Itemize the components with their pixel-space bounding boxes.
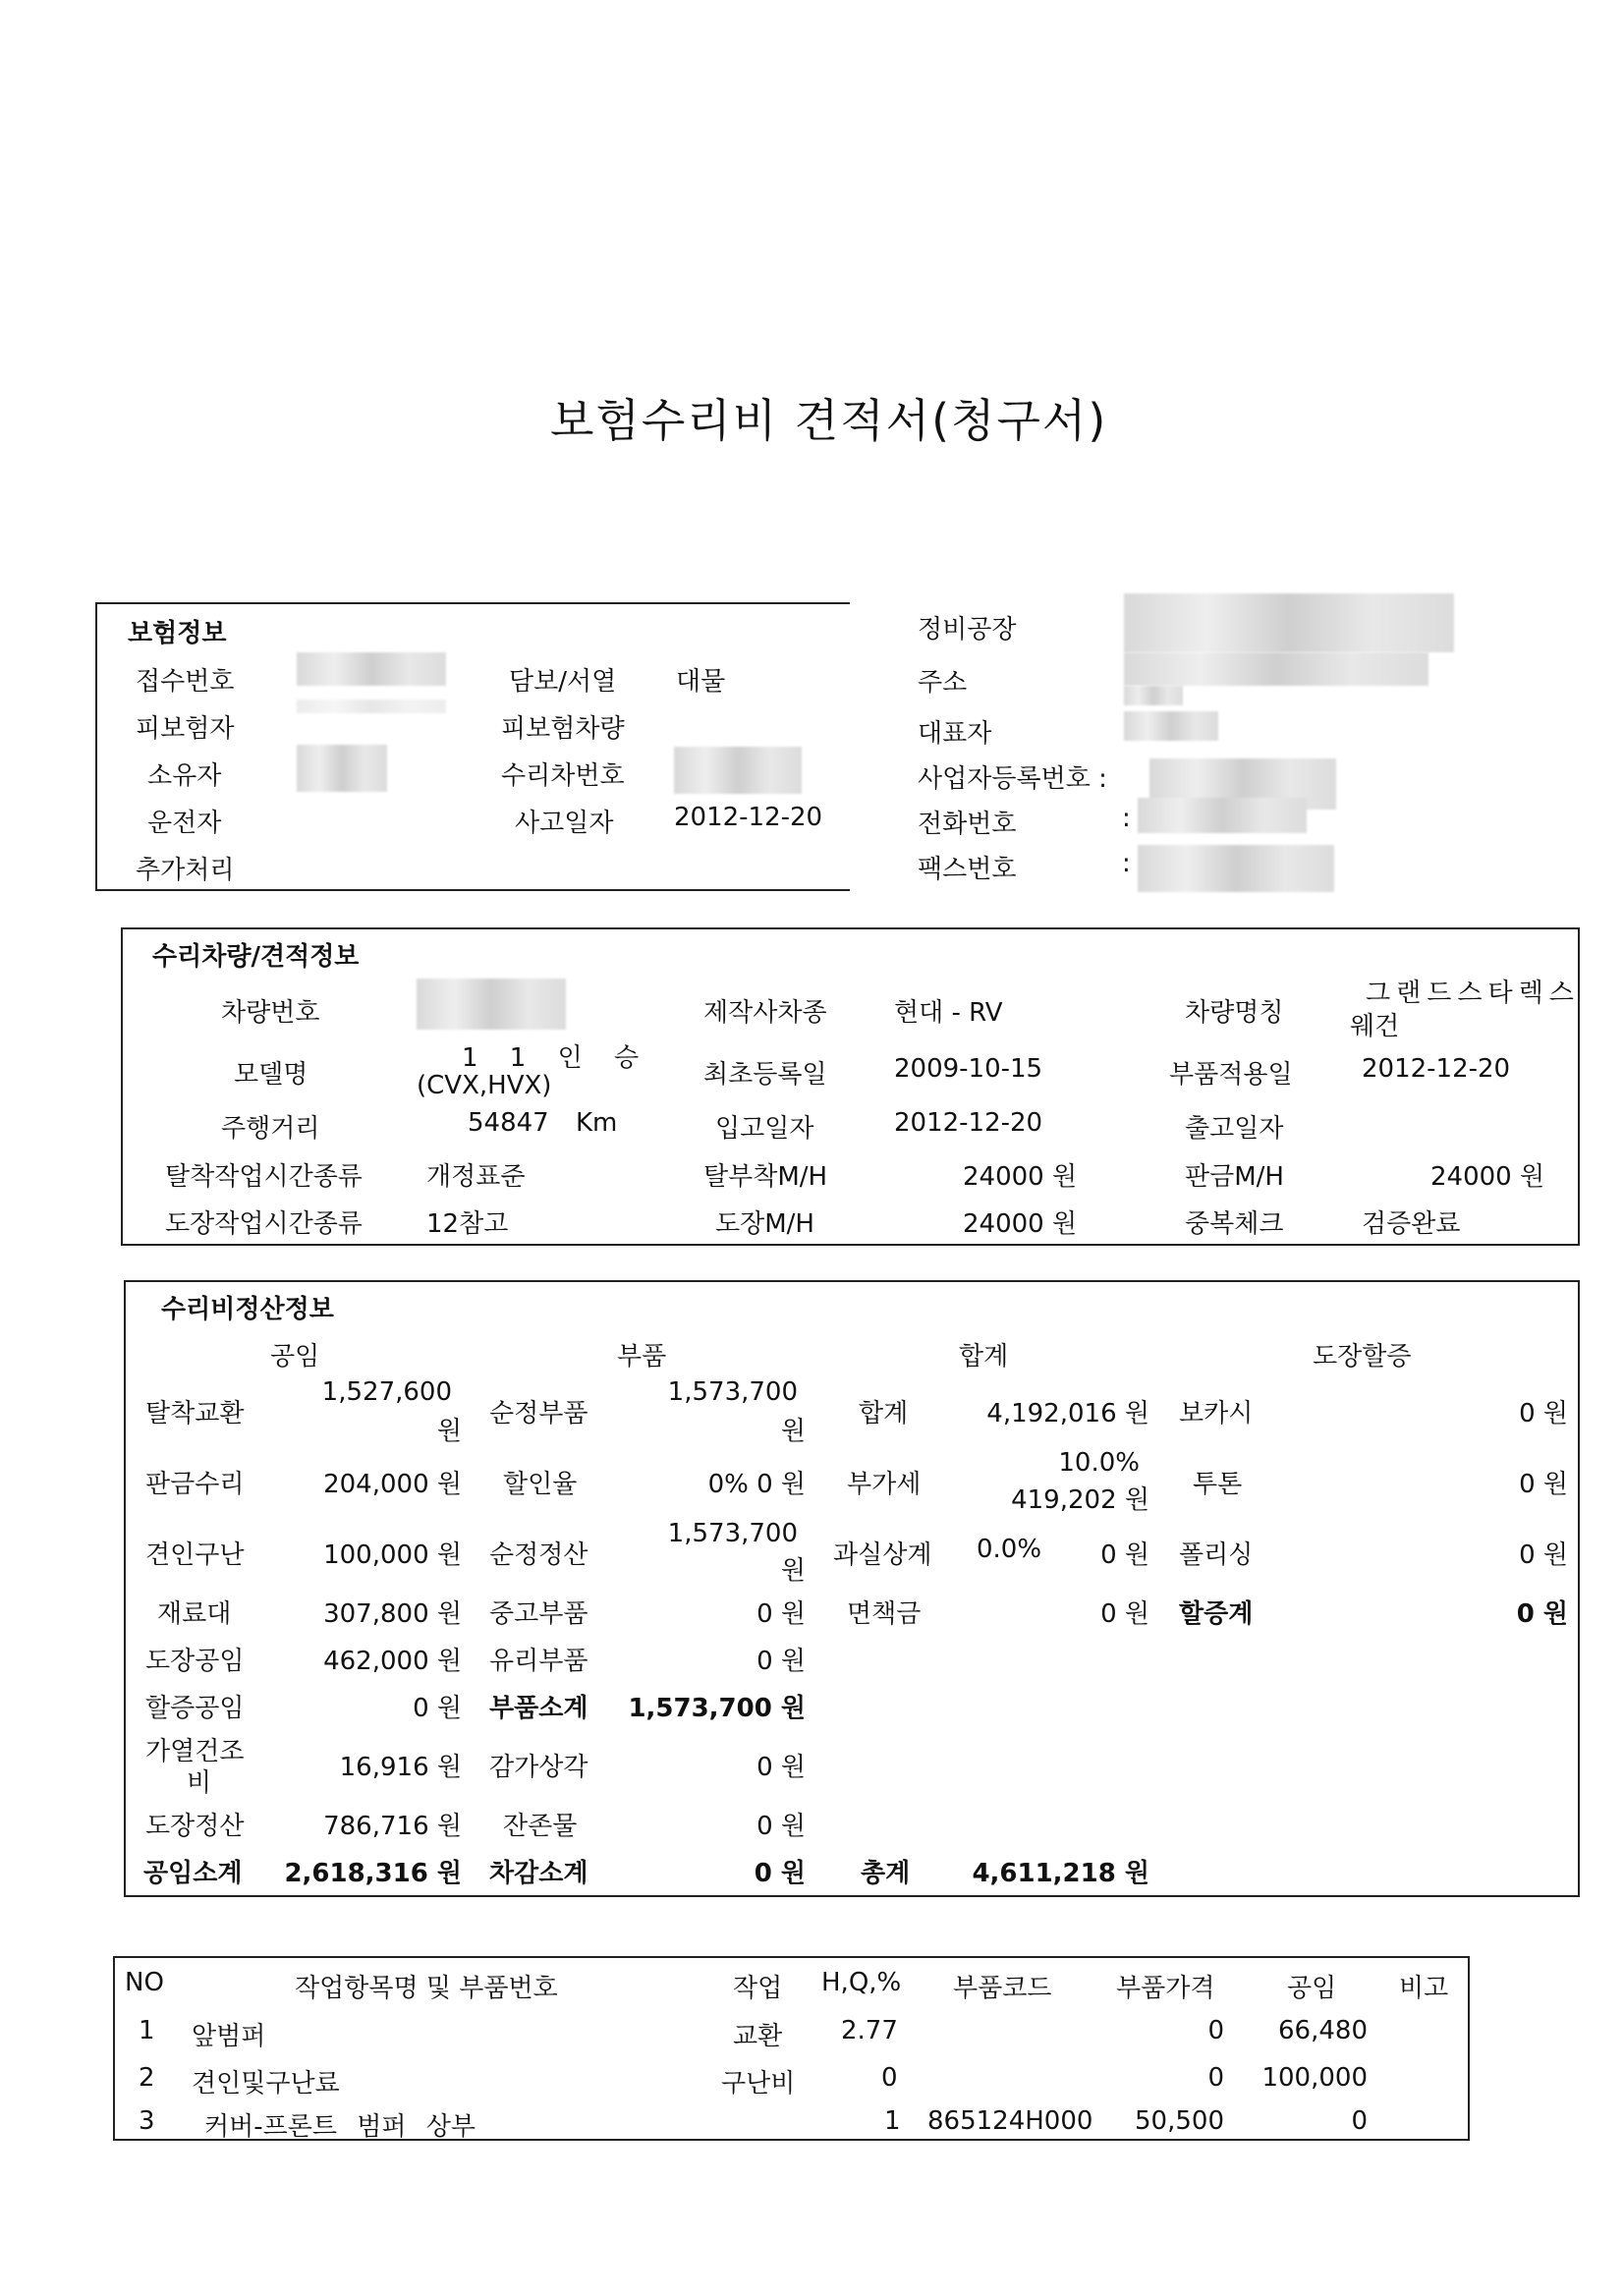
parts-label: 감가상각 (489, 1753, 588, 1782)
shop-rep-redacted (1124, 711, 1218, 741)
paint-type-label: 도장작업시간종류 (165, 1209, 363, 1239)
deductible-value: 0 원 (1100, 1599, 1149, 1629)
parts-value: 0% 0 원 (707, 1470, 806, 1499)
owner-label: 소유자 (147, 761, 222, 791)
row-labor: 66,480 (1278, 2016, 1368, 2045)
shop-name-label: 정비공장 (918, 615, 1017, 644)
parts-label: 순정정산 (489, 1540, 588, 1570)
col-header-part-code: 부품코드 (953, 1974, 1052, 2003)
labor-value: 0 원 (413, 1694, 462, 1723)
labor-label: 도장정산 (145, 1812, 245, 1841)
labor-value-unit: 원 (436, 1417, 462, 1446)
vat-rate: 10.0% (1058, 1448, 1140, 1478)
maker-label: 제작사차종 (703, 998, 827, 1028)
parts-label: 중고부품 (489, 1599, 588, 1629)
insurance-section-title: 보험정보 (128, 619, 227, 648)
row-part-price: 0 (1207, 2063, 1224, 2093)
paint-mh-value: 24000 원 (963, 1209, 1078, 1239)
maker-value: 현대 - RV (894, 998, 1003, 1028)
vat-value: 419,202 원 (1011, 1485, 1149, 1515)
shop-address-redacted (1124, 652, 1428, 686)
vehicle-info-section (121, 927, 1580, 1246)
detach-type-label: 탈착작업시간종류 (165, 1162, 363, 1192)
reception-no-redacted (297, 652, 446, 686)
shop-phone-redacted (1138, 798, 1307, 833)
vehicle-section-title: 수리차량/견적정보 (152, 942, 360, 972)
col-header-hq: H,Q,% (821, 1968, 902, 1997)
labor-value: 204,000 원 (323, 1470, 462, 1499)
model-value-2: (CVX,HVX) (417, 1071, 552, 1100)
shop-address-redacted-2 (1124, 686, 1183, 705)
panel-mh-value: 24000 원 (1430, 1162, 1545, 1192)
insured-redacted (297, 700, 446, 713)
car-no-label: 차량번호 (221, 998, 320, 1028)
parts-value-unit: 원 (780, 1556, 806, 1586)
col-header-note: 비고 (1399, 1974, 1449, 2003)
car-no-redacted (417, 979, 566, 1030)
col-header-no: NO (125, 1968, 164, 1997)
car-name-value-2: 웨건 (1350, 1012, 1400, 1041)
col-header-item-name: 작업항목명 및 부품번호 (295, 1974, 558, 2003)
owner-redacted (297, 745, 387, 792)
labor-value: 100,000 원 (323, 1540, 462, 1570)
fault-offset-value: 0 원 (1100, 1540, 1149, 1570)
labor-label: 재료대 (157, 1599, 232, 1629)
paint-surcharge-value: 0 원 (1519, 1540, 1568, 1570)
row-labor: 100,000 (1261, 2063, 1368, 2093)
total-value: 4,192,016 원 (986, 1399, 1149, 1428)
deduction-subtotal-value: 0 원 (754, 1859, 806, 1888)
shop-fax-redacted (1138, 845, 1334, 892)
mileage-value: 54847 (468, 1108, 549, 1138)
col-header-labor: 공임 (1287, 1974, 1337, 2003)
repair-car-no-redacted (674, 747, 802, 794)
labor-label: 가열건조 (145, 1737, 245, 1766)
labor-value: 1,527,600 (321, 1377, 452, 1407)
dup-check-value: 검증완료 (1362, 1209, 1461, 1239)
header-paint-surcharge: 도장할증 (1313, 1342, 1412, 1372)
total-label: 합계 (859, 1399, 909, 1428)
row-work: 교환 (733, 2022, 783, 2051)
labor-label-line2: 비 (187, 1768, 212, 1798)
grand-total-value: 4,611,218 원 (972, 1859, 1149, 1888)
labor-subtotal-value: 2,618,316 원 (284, 1859, 462, 1888)
row-no: 3 (139, 2106, 155, 2136)
shop-rep-label: 대표자 (918, 719, 992, 749)
first-reg-value: 2009-10-15 (894, 1054, 1043, 1084)
detach-mh-label: 탈부착M/H (703, 1162, 828, 1192)
coverage-label: 담보/서열 (509, 667, 617, 697)
shop-fax-label: 팩스번호 (918, 855, 1017, 884)
car-name-label: 차량명칭 (1185, 998, 1284, 1028)
shop-fax-colon: : (1122, 849, 1131, 878)
settlement-section (124, 1280, 1580, 1897)
paint-surcharge-total-value: 0 원 (1516, 1599, 1568, 1629)
repair-car-no-label: 수리차번호 (501, 761, 625, 791)
parts-label: 할인율 (503, 1470, 578, 1499)
labor-label: 도장공임 (145, 1647, 245, 1676)
row-part-code: 865124H000 (927, 2106, 1093, 2136)
labor-subtotal-label: 공임소계 (143, 1859, 243, 1888)
model-label: 모델명 (234, 1060, 308, 1090)
row-hq: 1 (884, 2106, 901, 2136)
header-parts: 부품 (617, 1342, 667, 1372)
paint-surcharge-value: 0 원 (1519, 1470, 1568, 1499)
labor-value: 786,716 원 (323, 1812, 462, 1841)
reception-no-label: 접수번호 (136, 667, 235, 697)
parts-value: 1,573,700 (667, 1519, 798, 1548)
parts-value: 1,573,700 (667, 1377, 798, 1407)
paint-surcharge-label: 폴리싱 (1179, 1540, 1254, 1570)
row-no: 2 (139, 2063, 155, 2093)
labor-value: 307,800 원 (323, 1599, 462, 1629)
driver-label: 운전자 (147, 809, 222, 838)
row-part-price: 50,500 (1135, 2106, 1224, 2136)
labor-value: 16,916 원 (339, 1753, 462, 1782)
row-item-name: 견인및구난료 (192, 2069, 340, 2099)
col-header-work: 작업 (733, 1974, 783, 2003)
detach-mh-value: 24000 원 (963, 1162, 1078, 1192)
parts-apply-label: 부품적용일 (1169, 1060, 1293, 1090)
header-total: 합계 (959, 1342, 1009, 1372)
parts-value: 0 원 (756, 1599, 806, 1629)
grand-total-label: 총계 (861, 1859, 911, 1888)
row-item-name: 커버-프론트 범퍼 상부 (204, 2112, 476, 2142)
parts-subtotal-label: 부품소계 (489, 1694, 588, 1723)
shop-biz-no-label: 사업자등록번호 : (918, 764, 1107, 794)
accident-date-label: 사고일자 (515, 809, 614, 838)
paint-mh-label: 도장M/H (715, 1209, 814, 1239)
in-date-value: 2012-12-20 (894, 1108, 1043, 1138)
parts-label: 유리부품 (489, 1647, 588, 1676)
parts-apply-value: 2012-12-20 (1362, 1054, 1511, 1084)
accident-date-value: 2012-12-20 (674, 803, 823, 832)
parts-value: 0 원 (756, 1812, 806, 1841)
row-hq: 0 (881, 2063, 898, 2093)
mileage-label: 주행거리 (221, 1114, 320, 1144)
labor-label: 견인구난 (145, 1540, 245, 1570)
coverage-value: 대물 (676, 667, 726, 697)
parts-subtotal-value: 1,573,700 원 (628, 1694, 806, 1723)
parts-value: 0 원 (756, 1753, 806, 1782)
row-work: 구난비 (721, 2069, 796, 2099)
labor-label: 탈착교환 (145, 1399, 245, 1428)
paint-surcharge-total-label: 할증계 (1179, 1599, 1254, 1629)
paint-type-value: 12참고 (426, 1209, 509, 1239)
car-name-value-1: 그랜드스타렉스 (1366, 979, 1580, 1008)
parts-label: 순정부품 (489, 1399, 588, 1428)
shop-phone-colon: : (1122, 804, 1131, 833)
dup-check-label: 중복체크 (1185, 1209, 1284, 1239)
row-labor: 0 (1351, 2106, 1368, 2136)
detach-type-value: 개정표준 (426, 1162, 526, 1192)
in-date-label: 입고일자 (715, 1114, 814, 1144)
shop-phone-label: 전화번호 (918, 810, 1017, 839)
row-item-name: 앞범퍼 (192, 2022, 266, 2051)
extra-processing-label: 추가처리 (136, 856, 235, 885)
settlement-section-title: 수리비정산정보 (161, 1295, 334, 1324)
insured-label: 피보험자 (136, 714, 235, 744)
labor-label: 할증공임 (145, 1694, 245, 1723)
parts-label: 잔존물 (503, 1812, 578, 1841)
fault-offset-pct: 0.0% (977, 1535, 1042, 1564)
panel-mh-label: 판금M/H (1185, 1162, 1284, 1192)
fault-offset-label: 과실상계 (833, 1540, 932, 1570)
row-hq: 2.77 (841, 2016, 898, 2045)
first-reg-label: 최초등록일 (703, 1060, 827, 1090)
paint-surcharge-label: 투톤 (1193, 1470, 1243, 1499)
row-part-price: 0 (1207, 2016, 1224, 2045)
vat-label: 부가세 (847, 1470, 922, 1499)
deduction-subtotal-label: 차감소계 (489, 1859, 588, 1888)
paint-surcharge-label: 보카시 (1179, 1399, 1254, 1428)
paint-surcharge-value: 0 원 (1519, 1399, 1568, 1428)
insured-vehicle-label: 피보험차량 (501, 714, 625, 744)
page-title: 보험수리비 견적서(청구서) (550, 394, 1108, 447)
deductible-label: 면책금 (847, 1599, 922, 1629)
header-labor: 공임 (270, 1342, 320, 1372)
shop-name-redacted (1124, 593, 1454, 652)
parts-value: 0 원 (756, 1647, 806, 1676)
model-value-1: 1 1 인 승 (462, 1043, 640, 1073)
shop-address-label: 주소 (918, 668, 968, 698)
parts-value-unit: 원 (780, 1417, 806, 1446)
labor-value: 462,000 원 (323, 1647, 462, 1676)
row-no: 1 (139, 2016, 155, 2045)
col-header-part-price: 부품가격 (1116, 1974, 1215, 2003)
mileage-unit: Km (576, 1108, 618, 1138)
out-date-label: 출고일자 (1185, 1114, 1284, 1144)
labor-label: 판금수리 (145, 1470, 245, 1499)
